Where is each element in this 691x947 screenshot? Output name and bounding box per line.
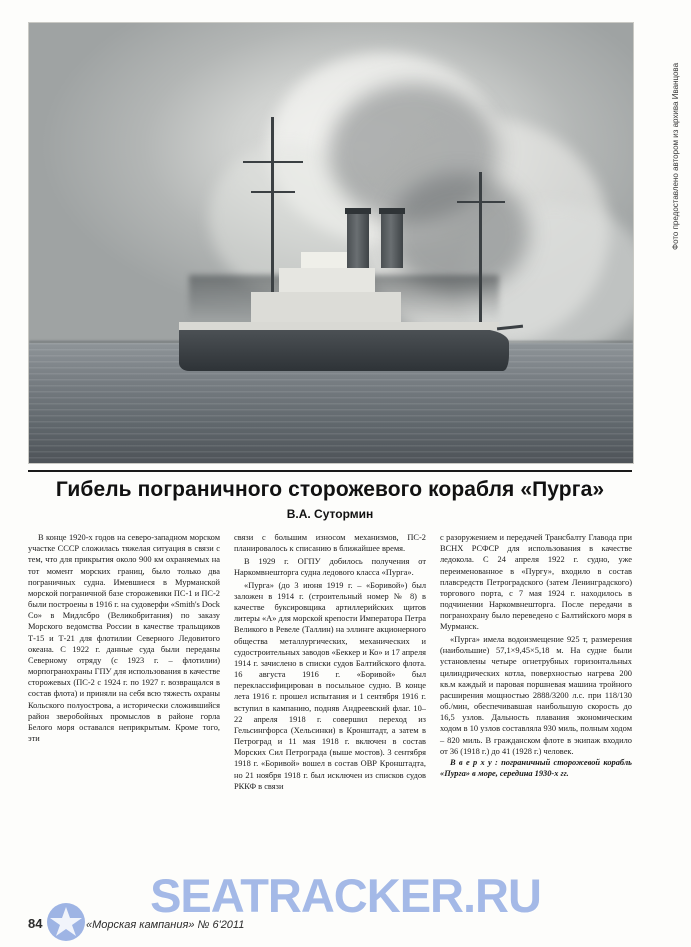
star-icon — [46, 902, 86, 942]
text-column-3 — [440, 532, 632, 892]
journal-name: «Морская кампания» № 6'2011 — [86, 919, 245, 931]
ship-yardarm — [251, 191, 295, 193]
ship-funnel — [381, 212, 403, 268]
paragraph: с разоружением и передачей Трансбалту Главода при ВСНХ РСФСР для использования в качестве ледокола. С 24 апреля 1922 г. судно, уже переименованное в «Пургу», входило в состав плавсредств Петроградского (затем Ленинградского) торгового порта, с 7 мая 1924 г. находилось в подчинении Наркомвнешторга. После передачи в погранохрану было переведено с Балтийского моря в Мурманск. — [440, 533, 632, 632]
title-divider — [28, 470, 632, 472]
paragraph: связи с большим износом механизмов, ПС-2 планировалось к списанию в ближайшее время. — [234, 533, 426, 554]
ship-deckhouse — [251, 292, 401, 322]
text-column-2 — [234, 532, 426, 892]
article-body — [28, 532, 632, 892]
paragraph: В 1929 г. ОГПУ добилось получения от Наркомвнешторга судна ледового класса «Пурга». — [234, 556, 426, 578]
paragraph: «Пурга» (до 3 июня 1919 г. – «Боривой») был заложен в 1914 г. (строительный номер № 8) в качестве буксировщика артиллерийских щитов литеры «А» для морской крепости Императора Петра Великого в Ревеле (Таллин) на эллинге акционерного общества металлургических, механических и судостроительных заводов «Беккер и Ко» и 17 апреля 1914 г. зачислено в списки судов Балтийского флота. 16 августа 1916 г. «Боривой» был переклассифицирован в посыльное судно. В конце лета 1916 г. прошел испытания и 1 сентября 1916 г. вступил в кампанию, подняв Андреевский флаг. 10–22 апреля 1918 г. совершил переход из Гельсингфорса (Хельсинки) в Кронштадт, а затем в Петроград и 11 мая 1918 г. включен в состав Морских Сил Петрограда (выше мостов). 3 сентября 1918 г. «Боривой» вошел в состав ОВР Кронштадта, но 21 ноября 1918 г. был исключен из списков судов РККФ в связи — [234, 580, 426, 791]
page-number: 84 — [28, 916, 43, 931]
patrol-ship-purga-photo — [28, 22, 634, 464]
ship-bowsprit — [497, 325, 523, 331]
ship-hull — [179, 329, 509, 371]
article-author: В.А. Сутормин — [286, 507, 374, 521]
ship-funnel — [347, 212, 369, 268]
paragraph: «Пурга» имела водоизмещение 925 т, размерения (наибольшие) 57,1×9,45×5,18 м. На судне были установлены четыре огнетрубных горизонтальных цилиндрических котла, поверхностью нагрева 200 кв.м каждый и паровая поршневая машина тройного расширения мощностью 2888/3200 л.с. при 118/130 об./мин, обеспечивавшая наибольшую скорость до 16,5 узлов. Дальность плавания экономическим ходом в 10 узлов составляла 930 миль, полным ходом – 820 миль. В гражданском флоте в экипаж входило от 36 (1918 г.) до 41 (1928 г.) человек. — [440, 635, 632, 756]
ship-silhouette — [29, 121, 633, 371]
page-title: Гибель пограничного сторожевого корабля «Пурга» — [55, 478, 605, 501]
paragraph: В конце 1920-х годов на северо-западном морском участке СССР сложилась тяжелая ситуация в связи с тем, что для прикрытия около 900 км охраняемых на тот момент морских границ, было только два пограничных судна. Имевшиеся в Мурманской морской пограничной базе сторожевики ПС-1 и ПС-2 были построены в 1916 г. на судоверфи «Smith's Dock Co» в Мидлсбро (Великобритания) по заказу Морского ведомства России в качестве тральщиков Т-15 и Т-21 для флотилии Северного Ледовитого океана. С 1922 г. данные суда были переданы Северному отряду (с 1923 г. – флотилии) морпогранохраны ГПУ для использования в качестве сторожевых (ПС-2 с 1924 г. по 1927 г. возвращался в состав флота) и приняли на себя всю тяжесть охраны Кольского полуострова, а исторически сложившийся район зверобойных промыслов в районе горла Белого моря оставался неприкрытым. Кроме того, эти — [28, 533, 220, 744]
ship-yardarm — [457, 201, 505, 203]
photo-caption: В в е р х у : пограничный сторожевой корабль «Пурга» в море, середина 1930-х гг. — [440, 758, 632, 779]
ship-foremast — [271, 117, 274, 292]
ship-bridge — [301, 252, 349, 268]
ship-mainmast — [479, 172, 482, 322]
text-column-1 — [28, 532, 220, 892]
watermark: SEATRACKER.RU — [150, 869, 541, 922]
ship-yardarm — [243, 161, 303, 163]
ship-deckhouse — [279, 268, 375, 292]
photo-credit: Фото предоставлено автором из архива Иванцова — [671, 62, 680, 250]
